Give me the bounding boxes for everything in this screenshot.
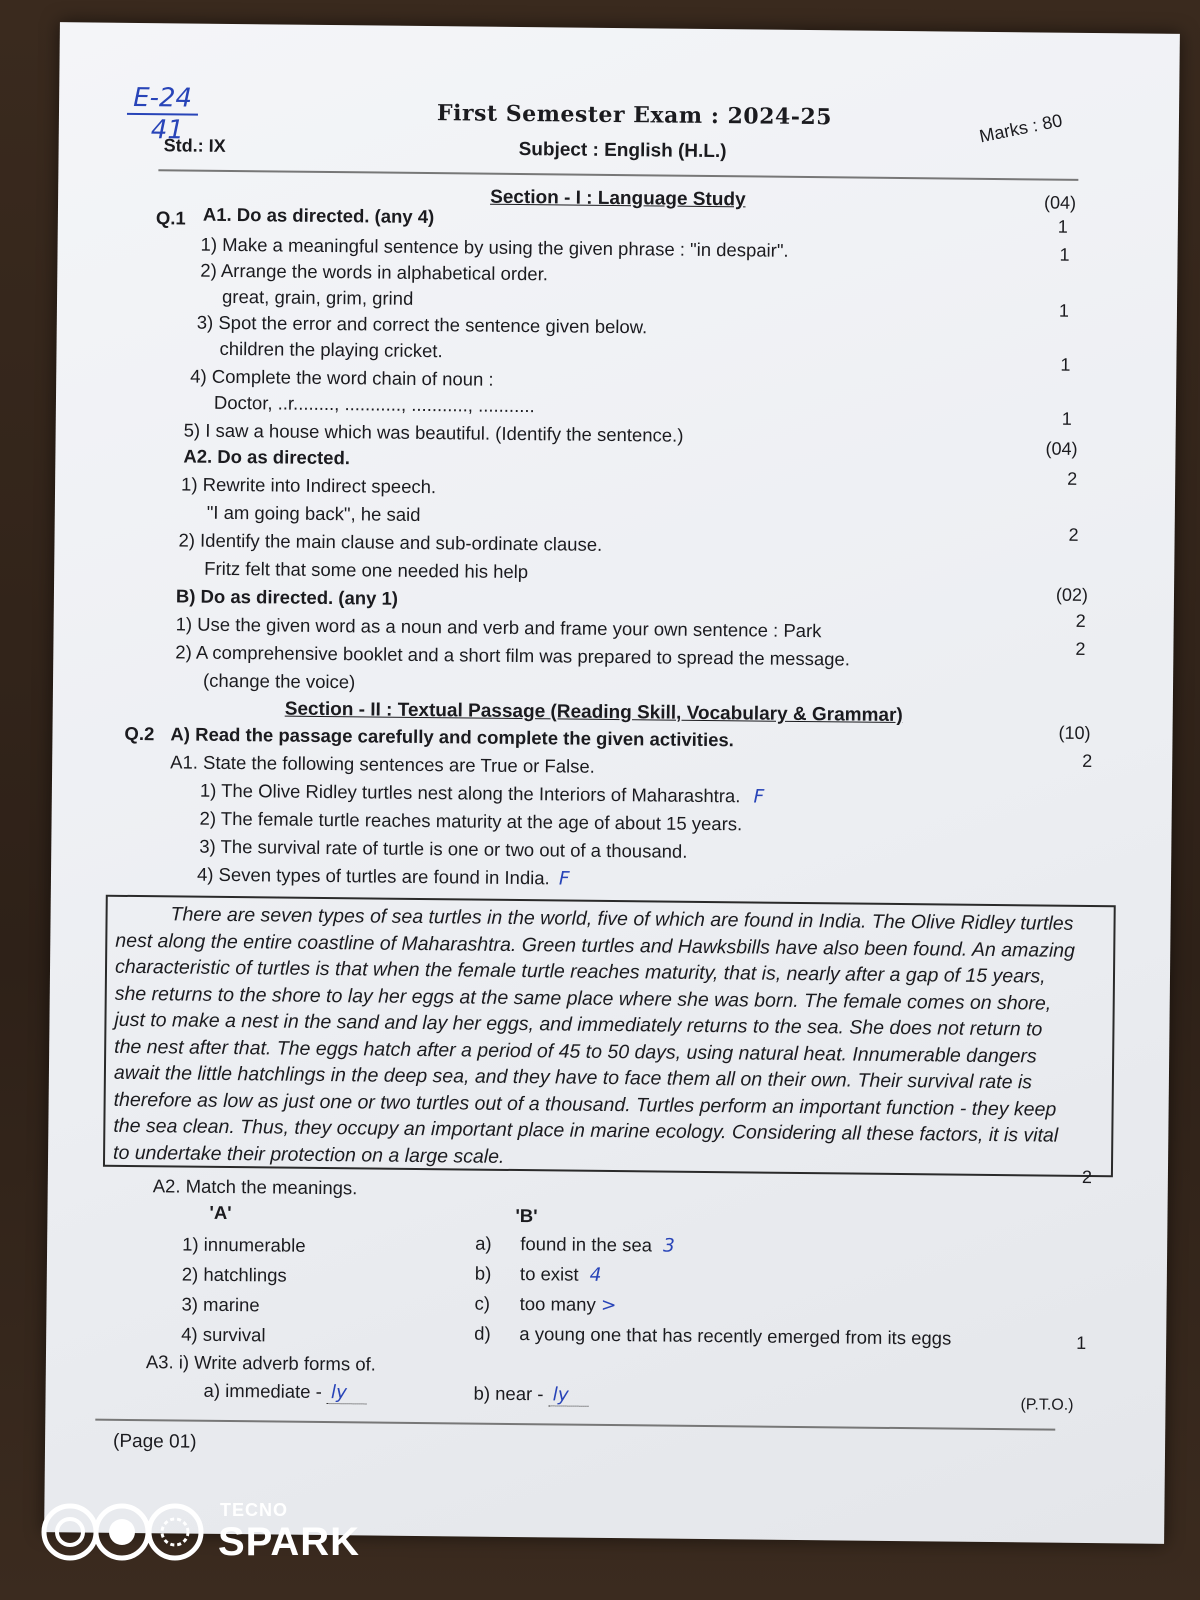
subject-label: Subject : English (H.L.): [518, 138, 727, 163]
a1-item-3-sentence: children the playing cricket.: [219, 337, 443, 362]
col-b-item-a: [475, 1233, 675, 1257]
col-b-heading: 'B': [515, 1205, 538, 1227]
b-item-2-mark: 2: [1075, 638, 1086, 659]
col-b-item-a-letter: a): [475, 1232, 492, 1254]
a3-b: [473, 1383, 588, 1406]
passage-line-10: to undertake their protection on a large scale.: [112, 1141, 505, 1168]
passage-line-5: just to make a nest in the sand and lay her eggs, and immediately returns to the sea. She does not return to: [114, 1008, 1043, 1041]
q2-a-marks: (10): [1058, 722, 1091, 744]
a2-item-2: 2) Identify the main clause and sub-ordinate clause.: [178, 529, 603, 555]
a1-item-3: 3) Spot the error and correct the sentence given below.: [196, 311, 648, 338]
b-item-1: 1) Use the given word as a noun and verb and frame your own sentence : Park: [175, 613, 822, 642]
col-b-item-d-text: a young one that has recently emerged from its eggs: [519, 1323, 952, 1349]
a2-label: A2. Do as directed.: [183, 445, 351, 469]
col-b-item-b-text: to exist: [519, 1263, 579, 1285]
col-a-item-4: 4) survival: [181, 1323, 266, 1346]
col-b-item-b-letter: b): [474, 1262, 492, 1284]
lens-icon: [40, 1500, 210, 1564]
section2-heading: Section - II : Textual Passage (Reading Skill, Vocabulary & Grammar): [284, 698, 903, 727]
col-a-item-2: 2) hatchlings: [181, 1263, 287, 1286]
std-label: Std.: IX: [163, 135, 226, 156]
col-b-item-c: [474, 1293, 616, 1316]
col-b-item-a-text: found in the sea: [520, 1233, 653, 1256]
a1-item-2-words: great, grain, grim, grind: [221, 285, 414, 309]
a3-mark: 1: [1076, 1332, 1087, 1353]
passage-line-4: she returns to the shore to lay her eggs at the same place where she was born. The female comes on shore,: [114, 982, 1052, 1015]
a1-item-3-mark: 1: [1058, 300, 1070, 321]
camera-watermark: [40, 1500, 400, 1570]
passage-line-3: characteristic of turtles is that when the female turtle reaches maturity, that is, nearly after a gap of 15 years,: [114, 955, 1046, 988]
a1-item-2-mark: 1: [1059, 244, 1070, 265]
tf-item-1-text: 1) The Olive Ridley turtles nest along the Interiors of Maharashtra.: [199, 779, 741, 807]
q2-a2-label: A2. Match the meanings.: [152, 1175, 358, 1199]
page-number: (Page 01): [112, 1430, 197, 1453]
a1-item-4-chain: Doctor, ..r........, ..........., ..........., ...........: [213, 391, 535, 417]
col-b-item-d-letter: d): [474, 1322, 491, 1344]
a2-item-1-quote: "I am going back", he said: [206, 501, 421, 525]
a3-b-text: b) near -: [473, 1382, 549, 1405]
a1-item-2: 2) Arrange the words in alphabetical order.: [200, 259, 549, 285]
col-b-item-c-letter: c): [474, 1292, 491, 1314]
a3-a-answer: ly: [327, 1382, 367, 1404]
handwritten-code-top: E-24: [127, 83, 198, 116]
a1-item-1: 1) Make a meaningful sentence by using the given phrase : "in despair".: [200, 233, 789, 261]
a1-label: A1. Do as directed. (any 4): [202, 203, 435, 228]
tf-item-1-hw: F: [753, 786, 765, 808]
a1-item-4-mark: 1: [1060, 354, 1071, 375]
b-marks: (02): [1055, 584, 1089, 605]
a3-b-answer: ly: [549, 1384, 589, 1406]
exam-title: First Semester Exam : 2024-25: [436, 100, 833, 131]
col-b-item-c-hw: >: [600, 1294, 617, 1317]
brand-bottom: SPARK: [218, 1520, 361, 1564]
col-a-heading: 'A': [209, 1201, 232, 1224]
a2-item-1: 1) Rewrite into Indirect speech.: [180, 473, 437, 498]
tf-item-4: [197, 864, 570, 890]
passage-line-2: nest along the entire coastline of Maharashtra. Green turtles and Hawksbills have also been found. An amazing: [115, 929, 1076, 962]
a2-item-1-mark: 2: [1067, 468, 1078, 489]
tf-item-4-text: 4) Seven types of turtles are found in India.: [196, 863, 550, 889]
a2-marks: (04): [1045, 438, 1078, 459]
pto-label: (P.T.O.): [1020, 1396, 1074, 1414]
a3-a-text: a) immediate -: [203, 1379, 328, 1403]
q2-a1-label: A1. State the following sentences are True or False.: [170, 751, 596, 777]
q2-a-label: A) Read the passage carefully and complete the given activities.: [170, 723, 734, 751]
q2-a2-marks: 2: [1081, 1166, 1093, 1188]
q2-a1-marks: 2: [1082, 750, 1093, 772]
tf-item-3: 3) The survival rate of turtle is one or two out of a thousand.: [199, 835, 688, 862]
section1-heading: Section - I : Language Study: [490, 186, 746, 211]
header-rule: [158, 169, 1078, 181]
col-b-item-d: [474, 1323, 951, 1350]
brand-top: TECNO: [220, 1500, 288, 1520]
col-b-item-b-hw: 4: [589, 1264, 602, 1286]
b-item-2-instruction: (change the voice): [202, 669, 356, 693]
a3-a: [203, 1380, 367, 1404]
q1-label: Q.1: [155, 207, 186, 229]
exam-paper: [44, 22, 1180, 1544]
a2-item-2-mark: 2: [1068, 524, 1079, 545]
b-label: B) Do as directed. (any 1): [175, 585, 399, 609]
col-b-item-a-hw: 3: [662, 1235, 675, 1257]
col-a-item-3: 3) marine: [181, 1293, 260, 1316]
a1-item-4: 4) Complete the word chain of noun :: [190, 365, 494, 390]
a2-item-2-sentence: Fritz felt that some one needed his help: [204, 557, 529, 583]
passage-box: [103, 895, 1116, 1178]
footer-rule: [95, 1419, 1055, 1431]
col-b-item-b: [475, 1263, 602, 1286]
a1-item-5: 5) I saw a house which was beautiful. (Identify the sentence.): [183, 419, 684, 446]
col-b-item-c-text: too many: [519, 1293, 596, 1315]
q2-label: Q.2: [124, 722, 155, 745]
a1-item-5-mark: 1: [1061, 408, 1072, 429]
tf-item-4-hw: F: [558, 868, 570, 890]
a1-marks: (04): [1043, 192, 1077, 213]
passage-line-1: There are seven types of sea turtles in the world, five of which are found in India. The Olive Ridley turtles: [170, 903, 1074, 935]
b-item-1-mark: 2: [1075, 610, 1086, 631]
passage-line-7: await the little hatchlings in the deep sea, and they have to face them all on their own. Their survival rate is: [113, 1061, 1033, 1094]
tf-item-1: [200, 780, 765, 808]
passage-line-6: the nest after that. The eggs hatch after a period of 45 to 50 days, using natural heat. Innumerable dangers: [114, 1035, 1037, 1067]
b-item-2: 2) A comprehensive booklet and a short film was prepared to spread the message.: [175, 641, 851, 670]
handwritten-code-bottom: 41: [150, 115, 185, 146]
tf-item-2: 2) The female turtle reaches maturity at the age of about 15 years.: [199, 807, 743, 835]
a1-item-1-mark: 1: [1057, 216, 1068, 237]
passage-line-9: the sea clean. Thus, they occupy an important place in marine ecology. Considering all these factors, it is vital: [113, 1114, 1059, 1147]
a3-label: A3. i) Write adverb forms of.: [145, 1351, 376, 1375]
marks-label: Marks : 80: [977, 110, 1064, 147]
passage-line-8: therefore as low as just one or two turtles out of a thousand. Turtles perform an important function - they keep: [113, 1088, 1057, 1121]
col-a-item-1: 1) innumerable: [182, 1233, 306, 1256]
